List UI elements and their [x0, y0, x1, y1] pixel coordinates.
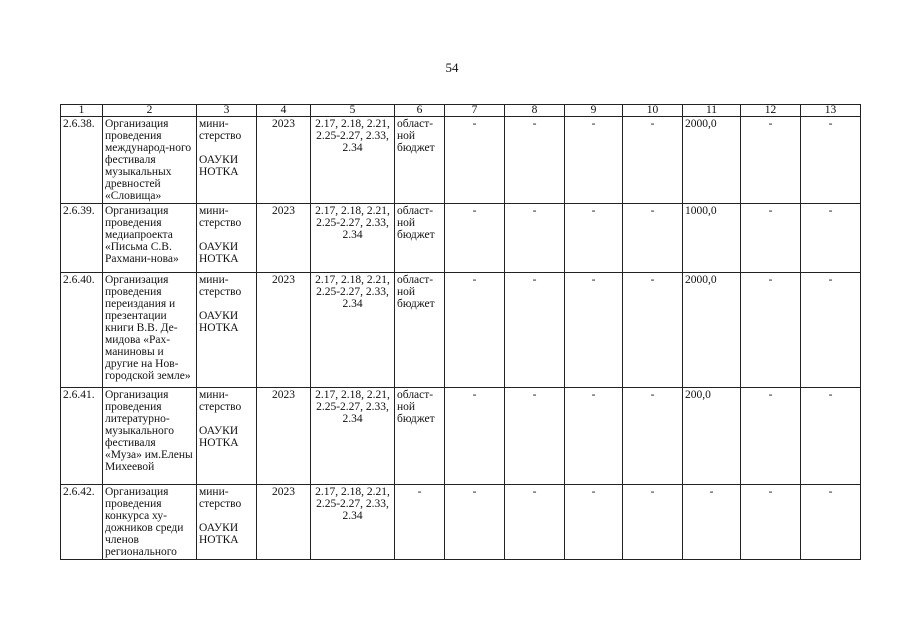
table-row — [61, 273, 861, 388]
item-name: Организация проведения литературно-музыкального фестиваля «Муза» им.Елены Михеевой — [103, 388, 197, 485]
item-value: - — [565, 273, 623, 388]
executor-secondary: ОАУКИ НОТКА — [199, 310, 239, 334]
item-number: 2.6.40. — [61, 273, 103, 388]
executor-primary: мини-стерство — [199, 205, 242, 229]
item-executors — [197, 273, 257, 388]
item-value: - — [741, 204, 801, 273]
item-value: - — [623, 388, 683, 485]
item-value: - — [623, 204, 683, 273]
item-value: - — [505, 117, 565, 204]
item-executors — [197, 117, 257, 204]
item-value: - — [623, 273, 683, 388]
item-indicators: 2.17, 2.18, 2.21, 2.25-2.27, 2.33, 2.34 — [311, 388, 395, 485]
table-row — [61, 117, 861, 204]
item-value: - — [445, 117, 505, 204]
item-funding-source: област-ной бюджет — [395, 388, 445, 485]
item-number: 2.6.39. — [61, 204, 103, 273]
executor-secondary: ОАУКИ НОТКА — [199, 154, 239, 178]
item-value: - — [623, 117, 683, 204]
column-header: 12 — [741, 105, 801, 117]
item-name: Организация проведения конкурса ху-дожников среди членов регионального — [103, 485, 197, 560]
column-header: 3 — [197, 105, 257, 117]
item-value: - — [565, 204, 623, 273]
item-indicators: 2.17, 2.18, 2.21, 2.25-2.27, 2.33, 2.34 — [311, 485, 395, 560]
item-amount: 1000,0 — [683, 204, 741, 273]
item-value: - — [741, 388, 801, 485]
item-funding-source: област-ной бюджет — [395, 204, 445, 273]
column-header: 5 — [311, 105, 395, 117]
item-indicators: 2.17, 2.18, 2.21, 2.25-2.27, 2.33, 2.34 — [311, 204, 395, 273]
item-amount: - — [683, 485, 741, 560]
item-executors — [197, 485, 257, 560]
item-amount: 2000,0 — [683, 117, 741, 204]
item-value: - — [565, 388, 623, 485]
table-row — [61, 388, 861, 485]
item-number: 2.6.42. — [61, 485, 103, 560]
item-funding-source: - — [395, 485, 445, 560]
item-value: - — [505, 388, 565, 485]
column-header: 13 — [801, 105, 861, 117]
item-name: Организация проведения международ-ного фестиваля музыкальных древностей «Словища» — [103, 117, 197, 204]
item-value: - — [741, 273, 801, 388]
item-value: - — [445, 204, 505, 273]
item-value: - — [801, 117, 861, 204]
item-name: Организация проведения переиздания и презентации книги В.В. Де-мидова «Рах-маниновы и другие на Нов-городской земле» — [103, 273, 197, 388]
item-amount: 2000,0 — [683, 273, 741, 388]
item-value: - — [565, 485, 623, 560]
executor-secondary: ОАУКИ НОТКА — [199, 241, 239, 265]
item-value: - — [505, 273, 565, 388]
item-year: 2023 — [257, 485, 311, 560]
item-value: - — [445, 485, 505, 560]
item-value: - — [505, 485, 565, 560]
column-header: 7 — [445, 105, 505, 117]
item-value: - — [505, 204, 565, 273]
executor-secondary: ОАУКИ НОТКА — [199, 522, 239, 546]
item-number: 2.6.41. — [61, 388, 103, 485]
executor-primary: мини-стерство — [199, 274, 242, 298]
item-number: 2.6.38. — [61, 117, 103, 204]
item-value: - — [801, 485, 861, 560]
column-header: 4 — [257, 105, 311, 117]
item-value: - — [801, 388, 861, 485]
executor-primary: мини-стерство — [199, 389, 242, 413]
item-year: 2023 — [257, 204, 311, 273]
column-header: 9 — [565, 105, 623, 117]
column-number-header — [61, 105, 861, 117]
column-header: 8 — [505, 105, 565, 117]
item-value: - — [565, 117, 623, 204]
column-header: 10 — [623, 105, 683, 117]
item-amount: 200,0 — [683, 388, 741, 485]
column-header: 1 — [61, 105, 103, 117]
executor-primary: мини-стерство — [199, 118, 242, 142]
item-indicators: 2.17, 2.18, 2.21, 2.25-2.27, 2.33, 2.34 — [311, 117, 395, 204]
executor-secondary: ОАУКИ НОТКА — [199, 425, 239, 449]
item-executors — [197, 204, 257, 273]
item-year: 2023 — [257, 117, 311, 204]
column-header: 11 — [683, 105, 741, 117]
plan-table — [60, 104, 861, 560]
item-year: 2023 — [257, 273, 311, 388]
item-value: - — [741, 485, 801, 560]
table-row — [61, 204, 861, 273]
item-value: - — [623, 485, 683, 560]
column-header: 2 — [103, 105, 197, 117]
item-year: 2023 — [257, 388, 311, 485]
table-row — [61, 485, 861, 560]
item-value: - — [445, 388, 505, 485]
item-funding-source: област-ной бюджет — [395, 273, 445, 388]
page-number: 54 — [445, 60, 459, 75]
item-value: - — [445, 273, 505, 388]
item-indicators: 2.17, 2.18, 2.21, 2.25-2.27, 2.33, 2.34 — [311, 273, 395, 388]
item-executors — [197, 388, 257, 485]
item-value: - — [801, 204, 861, 273]
column-header: 6 — [395, 105, 445, 117]
item-value: - — [741, 117, 801, 204]
item-name: Организация проведения медиапроекта «Письма С.В. Рахмани-нова» — [103, 204, 197, 273]
executor-primary: мини-стерство — [199, 486, 242, 510]
item-funding-source: област-ной бюджет — [395, 117, 445, 204]
item-value: - — [801, 273, 861, 388]
